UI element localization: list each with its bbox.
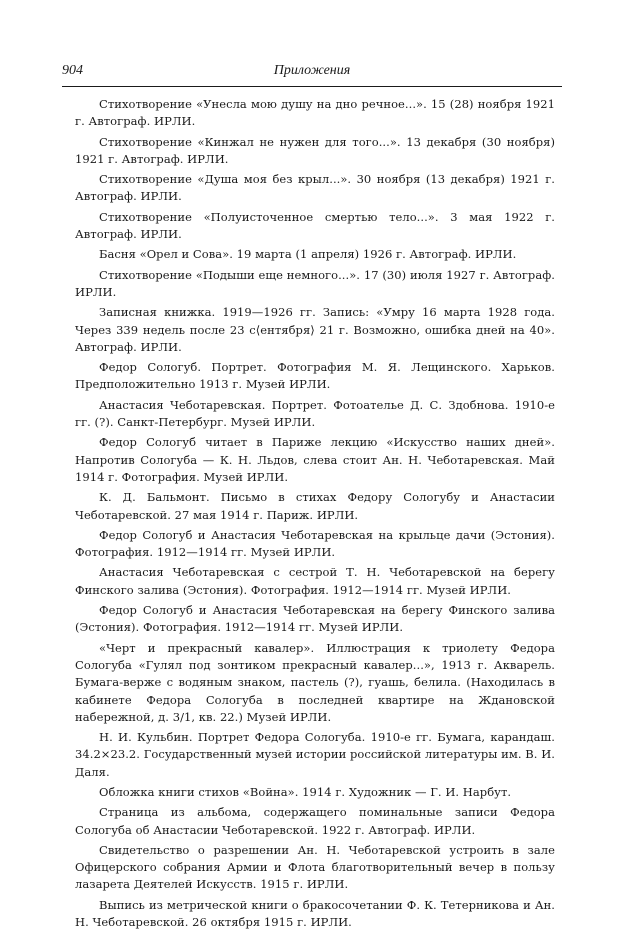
list-item: Стихотворение «Подыши еще немного...». 17 (30) июля 1927 г. Автограф. ИРЛИ.: [75, 267, 555, 299]
list-item: Федор Сологуб и Анастасия Чеботаревская на берегу Финского залива (Эстония). Фотография. 1912—1914 гг. Музей ИРЛИ.: [75, 603, 555, 635]
section-title: Приложения: [273, 63, 351, 78]
list-item: Анастасия Чеботаревская. Портрет. Фотоателье Д. С. Здобнова. 1910-е гг. (?). Санкт-Петербург. Музей ИРЛИ.: [75, 397, 555, 430]
list-item: Анастасия Чеботаревская с сестрой Т. Н. Чеботаревской на берегу Финского залива (Эстония). Фотография. 1912—1914 гг. Музей ИРЛИ.: [75, 565, 555, 597]
header-rule: [62, 86, 562, 87]
list-item: Стихотворение «Кинжал не нужен для того...». 13 декабря (30 ноября) 1921 г. Автограф. ИРЛИ.: [75, 134, 555, 166]
list-item: Стихотворение «Душа моя без крыл...». 30 ноября (13 декабря) 1921 г. Автограф. ИРЛИ.: [75, 172, 555, 204]
list-item: Федор Сологуб и Анастасия Чеботаревская на крыльце дачи (Эстония). Фотография. 1912—1914 гг. Музей ИРЛИ.: [75, 527, 555, 560]
list-item: Выпись из метрической книги о бракосочетании Ф. К. Тетерникова и Ан. Н. Чеботаревской. 26 октября 1915 г. ИРЛИ.: [75, 897, 555, 930]
list-item: Свидетельство о разрешении Ан. Н. Чеботаревской устроить в зале Офицерского собрания Армии и Флота благотворительный вечер в пользу лазарета Деятелей Искусств. 1915 г. ИРЛИ.: [75, 842, 555, 892]
list-item: Федор Сологуб читает в Париже лекцию «Искусство наших дней». Напротив Сологуба — К. Н. Льдов, слева стоит Ан. Н. Чеботаревская. Май 1914 г. Фотография. Музей ИРЛИ.: [75, 435, 555, 484]
list-item: Федор Сологуб. Портрет. Фотография М. Я. Лещинского. Харьков. Предположительно 1913 г. Музей ИРЛИ.: [75, 360, 555, 392]
page-number: 904: [62, 63, 83, 78]
list-item: Страница из альбома, содержащего поминальные записи Федора Сологуба об Анастасии Чеботаревской. 1922 г. Автограф. ИРЛИ.: [75, 805, 555, 837]
list-item: «Черт и прекрасный кавалер». Иллюстрация к триолету Федора Сологуба «Гулял под зонтиком прекрасный кавалер...», 1913 г. Акварель. Бумага-верже с водяным знаком, пастель (?), гуашь, белила. (Находилась в кабинете Федора Сологуба в последней квартире на Ждановской набережной, д. 3/1, кв. 22.) Музей ИРЛИ.: [75, 640, 555, 724]
appendix-entry-list: [75, 96, 555, 934]
list-item: Обложка книги стихов «Война». 1914 г. Художник — Г. И. Нарбут.: [99, 784, 512, 799]
list-item: Басня «Орел и Сова». 19 марта (1 апреля) 1926 г. Автограф. ИРЛИ.: [99, 247, 517, 262]
list-item: Стихотворение «Полуисточенное смертью тело...». 3 мая 1922 г. Автограф. ИРЛИ.: [75, 209, 555, 242]
list-item: К. Д. Бальмонт. Письмо в стихах Федору Сологубу и Анастасии Чеботаревской. 27 мая 1914 г. Париж. ИРЛИ.: [75, 490, 555, 522]
list-item: Н. И. Кульбин. Портрет Федора Сологуба. 1910-е гг. Бумага, карандаш. 34.2×23.2. Государственный музей истории российской литературы им. В. И. Даля.: [75, 730, 555, 779]
list-item: Записная книжка. 1919—1926 гг. Запись: «Умру 16 марта 1928 года. Через 339 недель после 23 с⟨ентября⟩ 21 г. Возможно, ошибка дней на 40». Автограф. ИРЛИ.: [75, 305, 555, 354]
list-item: Стихотворение «Унесла мою душу на дно речное...». 15 (28) ноября 1921 г. Автограф. ИРЛИ.: [75, 97, 555, 129]
